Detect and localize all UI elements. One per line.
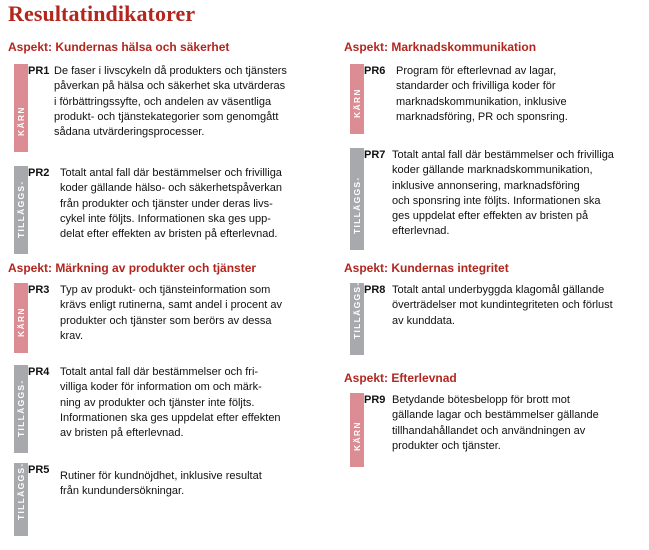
indicator-pr4	[8, 365, 313, 453]
description-line: De faser i livscykeln då produkters och tjänsters	[54, 65, 287, 77]
indicator-pr9	[344, 393, 644, 467]
category-label: TILLÄGGS-	[16, 462, 26, 520]
description-line: Totalt antal underbyggda klagomål gällande	[392, 284, 605, 296]
page-title: Resultatindikatorer	[8, 1, 196, 26]
description-line: delat efter effekten av bristen på efterlevnad.	[60, 228, 278, 241]
description-line: produkter och tjänster.	[392, 439, 501, 452]
description-line: produkter och tjänster som berörs av dessa	[60, 314, 272, 327]
indicator-description	[396, 64, 644, 125]
category-label: TILLÄGGS-	[352, 176, 362, 234]
category-bar-tillaggs	[14, 365, 28, 453]
description-line: Program för efterlevnad av lagar,	[396, 65, 557, 77]
description-line: tillhandahållandet och användningen av	[392, 424, 586, 437]
indicator-description	[392, 148, 644, 240]
description-line: av bristen på efterlevnad.	[60, 427, 184, 440]
category-label: KÄRN	[16, 307, 26, 337]
category-bar-tillaggs	[350, 148, 364, 250]
category-label: KÄRN	[16, 106, 26, 136]
indicator-description	[60, 166, 313, 242]
description-line: ning av produkter och tjänster inte följts.	[60, 396, 255, 409]
category-label: TILLÄGGS-	[352, 281, 362, 339]
aspect-heading: Aspekt: Märkning av produkter och tjänster	[8, 261, 257, 275]
description-line: krävs enligt rutinerna, samt andel i procent av	[60, 299, 282, 312]
description-line: Totalt antal fall där bestämmelser och fri-	[60, 366, 259, 378]
description-line: Rutiner för kundnöjdhet, inklusive resultat	[60, 470, 262, 482]
indicator-code: PR3	[28, 284, 50, 296]
description-line: överträdelser mot kundintegriteten och förlust	[392, 299, 613, 312]
category-label: TILLÄGGS-	[16, 180, 26, 238]
category-label: KÄRN	[352, 421, 362, 451]
indicator-pr8	[344, 283, 644, 355]
aspect-heading: Aspekt: Kundernas hälsa och säkerhet	[8, 40, 230, 54]
description-line: krav.	[60, 329, 84, 342]
indicator-pr2	[8, 166, 313, 254]
category-bar-tillaggs	[350, 283, 364, 355]
description-line: gällande lagar och bestämmelser gällande	[392, 409, 599, 422]
indicator-code: PR5	[28, 464, 50, 476]
indicator-description	[54, 64, 313, 140]
description-line: Totalt antal fall där bestämmelser och frivilliga	[60, 167, 282, 179]
indicator-description	[60, 365, 313, 441]
description-line: ges uppdelat efter effekten av bristen på	[392, 210, 589, 223]
description-line: koder gällande marknadskommunikation,	[392, 164, 593, 177]
description-line: Informationen ska ges uppdelat efter effekten	[60, 411, 281, 424]
category-bar-karn	[350, 64, 364, 134]
aspect-heading: Aspekt: Efterlevnad	[344, 371, 457, 385]
indicator-description	[392, 283, 644, 329]
indicator-pr3	[8, 283, 313, 353]
description-line: Betydande bötesbelopp för brott mot	[392, 394, 570, 406]
indicator-code: PR4	[28, 366, 50, 378]
description-line: Totalt antal fall där bestämmelser och frivilliga	[392, 149, 614, 161]
indicator-code: PR6	[364, 65, 386, 77]
description-line: efterlevnad.	[392, 225, 450, 238]
indicator-code: PR1	[28, 65, 50, 77]
description-line: påverkan på hälsa och säkerhet ska utvärderas	[54, 80, 286, 93]
category-bar-karn	[350, 393, 364, 467]
category-bar-karn	[14, 283, 28, 353]
indicator-description	[60, 283, 313, 344]
description-line: standarder och frivilliga koder för	[396, 80, 556, 93]
indicator-pr1	[8, 64, 313, 152]
description-line: sådana utvärderingsprocesser.	[54, 126, 205, 139]
category-bar-karn	[14, 64, 28, 152]
description-line: marknadskommunikation, inklusive	[396, 95, 567, 108]
description-line: produkt- och tjänstekategorier som genomgått	[54, 110, 279, 123]
description-line: Typ av produkt- och tjänsteinformation som	[60, 284, 271, 296]
indicator-code: PR7	[364, 149, 386, 161]
description-line: marknadsföring, PR och sponsring.	[396, 110, 568, 123]
aspect-heading: Aspekt: Kundernas integritet	[344, 261, 509, 275]
description-line: koder gällande hälso- och säkerhetspåverkan	[60, 182, 282, 195]
description-line: från produkter och tjänster under deras livs-	[60, 197, 273, 210]
indicator-pr7	[344, 148, 644, 250]
indicator-code: PR2	[28, 167, 50, 179]
indicator-code: PR8	[364, 284, 386, 296]
category-bar-tillaggs	[14, 463, 28, 536]
indicator-description	[392, 393, 644, 454]
indicator-code: PR9	[364, 394, 386, 406]
description-line: villiga koder för information om och märk-	[60, 381, 262, 394]
description-line: i förbättringssyfte, och andelen av väsentliga	[54, 95, 272, 108]
category-bar-tillaggs	[14, 166, 28, 254]
indicator-pr6	[344, 64, 644, 134]
description-line: cykel inte följts. Informationen ska ges upp-	[60, 212, 271, 225]
indicator-pr5	[8, 463, 313, 536]
category-label: TILLÄGGS-	[16, 379, 26, 437]
description-line: och sponsring inte följts. Informationen ska	[392, 194, 601, 207]
description-line: inklusive annonsering, marknadsföring	[392, 179, 580, 192]
description-line: av kunddata.	[392, 314, 455, 327]
description-line: från kundundersökningar.	[60, 485, 185, 498]
aspect-heading: Aspekt: Marknadskommunikation	[344, 40, 537, 54]
indicator-description	[60, 469, 313, 500]
category-label: KÄRN	[352, 88, 362, 118]
